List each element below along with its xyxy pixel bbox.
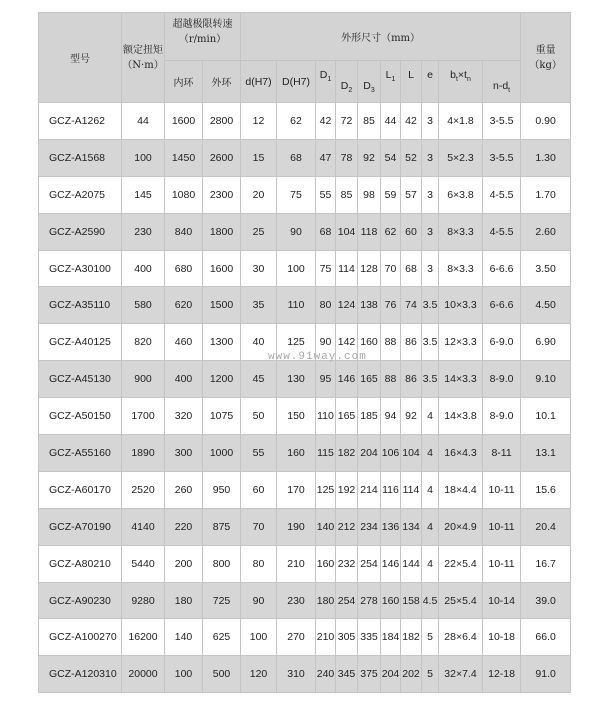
cell-l: 57	[401, 176, 422, 213]
cell-l1: 94	[381, 398, 401, 435]
cell-d2: 305	[336, 619, 358, 656]
header-L: L	[401, 61, 422, 103]
cell-l: 182	[401, 619, 422, 656]
header-D-h7: D(H7)	[277, 61, 316, 103]
cell-d1: 68	[316, 213, 336, 250]
cell-inner: 1450	[165, 139, 203, 176]
cell-l1: 59	[381, 176, 401, 213]
cell-d3: 85	[358, 103, 381, 140]
cell-d1: 55	[316, 176, 336, 213]
cell-d2: 142	[336, 324, 358, 361]
cell-d: 100	[277, 250, 316, 287]
cell-nd: 6-9.0	[483, 324, 521, 361]
cell-nd: 4-5.5	[483, 176, 521, 213]
cell-d: 62	[277, 103, 316, 140]
cell-d1: 240	[316, 656, 336, 693]
cell-d: 75	[277, 176, 316, 213]
cell-e: 3.5	[422, 287, 439, 324]
cell-torque: 20000	[122, 656, 165, 693]
cell-inner: 200	[165, 545, 203, 582]
cell-l: 134	[401, 508, 422, 545]
header-L1-main: L	[385, 69, 392, 81]
cell-model: GCZ-A70190	[39, 508, 122, 545]
cell-nd: 10-18	[483, 619, 521, 656]
cell-d: 60	[241, 471, 277, 508]
cell-d: 68	[277, 139, 316, 176]
cell-e: 5	[422, 656, 439, 693]
cell-d2: 85	[336, 176, 358, 213]
cell-d3: 204	[358, 435, 381, 472]
cell-d2: 182	[336, 435, 358, 472]
cell-d: 80	[241, 545, 277, 582]
table-row	[39, 582, 571, 619]
cell-d1: 140	[316, 508, 336, 545]
cell-d: 150	[277, 398, 316, 435]
cell-nd: 10-11	[483, 545, 521, 582]
cell-model: GCZ-A2590	[39, 213, 122, 250]
cell-d: 270	[277, 619, 316, 656]
cell-bt: 20×4.9	[439, 508, 483, 545]
cell-d2: 114	[336, 250, 358, 287]
cell-outer: 950	[203, 471, 241, 508]
cell-l1: 184	[381, 619, 401, 656]
cell-inner: 260	[165, 471, 203, 508]
cell-d: 25	[241, 213, 277, 250]
header-bt-sub2: n	[466, 76, 471, 84]
cell-d2: 165	[336, 398, 358, 435]
cell-d: 90	[277, 213, 316, 250]
cell-d1: 47	[316, 139, 336, 176]
cell-torque: 100	[122, 139, 165, 176]
cell-model: GCZ-A2075	[39, 176, 122, 213]
header-speed-inner: 内环	[165, 61, 203, 103]
cell-d1: 180	[316, 582, 336, 619]
header-D3	[358, 61, 381, 103]
cell-d: 45	[241, 361, 277, 398]
cell-d: 30	[241, 250, 277, 287]
cell-torque: 145	[122, 176, 165, 213]
cell-outer: 1300	[203, 324, 241, 361]
cell-outer: 875	[203, 508, 241, 545]
header-torque	[122, 13, 165, 103]
cell-outer: 1200	[203, 361, 241, 398]
cell-nd: 8-11	[483, 435, 521, 472]
cell-d3: 138	[358, 287, 381, 324]
cell-d: 125	[277, 324, 316, 361]
cell-l1: 88	[381, 361, 401, 398]
cell-d: 70	[241, 508, 277, 545]
header-D1-sub: 1	[327, 76, 332, 84]
header-weight-line2: （kg）	[529, 59, 562, 71]
cell-weight: 1.70	[521, 176, 571, 213]
cell-torque: 16200	[122, 619, 165, 656]
cell-inner: 140	[165, 619, 203, 656]
cell-inner: 840	[165, 213, 203, 250]
table-row	[39, 435, 571, 472]
header-e: e	[422, 61, 439, 103]
cell-d: 15	[241, 139, 277, 176]
cell-weight: 9.10	[521, 361, 571, 398]
header-model: 型号	[39, 13, 122, 103]
cell-model: GCZ-A30100	[39, 250, 122, 287]
header-L1-sub: 1	[391, 76, 396, 84]
cell-outer: 2800	[203, 103, 241, 140]
cell-model: GCZ-A100270	[39, 619, 122, 656]
cell-e: 4	[422, 471, 439, 508]
header-torque-line1: 额定扭矩	[123, 44, 163, 56]
cell-d2: 192	[336, 471, 358, 508]
cell-outer: 1500	[203, 287, 241, 324]
cell-d2: 78	[336, 139, 358, 176]
cell-d3: 165	[358, 361, 381, 398]
header-D2-sub: 2	[348, 87, 353, 94]
cell-outer: 625	[203, 619, 241, 656]
cell-l: 52	[401, 139, 422, 176]
cell-torque: 900	[122, 361, 165, 398]
header-speed	[165, 13, 241, 61]
cell-d3: 254	[358, 545, 381, 582]
cell-nd: 6-6.6	[483, 250, 521, 287]
cell-bt: 6×3.8	[439, 176, 483, 213]
cell-torque: 1700	[122, 398, 165, 435]
header-D2	[336, 61, 358, 103]
cell-bt: 25×5.4	[439, 582, 483, 619]
cell-d: 130	[277, 361, 316, 398]
cell-model: GCZ-A1568	[39, 139, 122, 176]
cell-outer: 1600	[203, 250, 241, 287]
cell-weight: 3.50	[521, 250, 571, 287]
cell-e: 4	[422, 545, 439, 582]
cell-torque: 820	[122, 324, 165, 361]
cell-d2: 72	[336, 103, 358, 140]
cell-d: 120	[241, 656, 277, 693]
cell-e: 3.5	[422, 361, 439, 398]
cell-nd: 12-18	[483, 656, 521, 693]
cell-inner: 400	[165, 361, 203, 398]
header-dimensions: 外形尺寸（mm）	[241, 13, 521, 61]
table-row	[39, 176, 571, 213]
cell-d: 20	[241, 176, 277, 213]
cell-d1: 125	[316, 471, 336, 508]
cell-torque: 4140	[122, 508, 165, 545]
table-row	[39, 545, 571, 582]
cell-outer: 1800	[203, 213, 241, 250]
cell-d3: 335	[358, 619, 381, 656]
cell-inner: 300	[165, 435, 203, 472]
cell-weight: 4.50	[521, 287, 571, 324]
table-row	[39, 287, 571, 324]
cell-inner: 220	[165, 508, 203, 545]
cell-e: 4	[422, 435, 439, 472]
cell-d: 55	[241, 435, 277, 472]
header-bt-main: b	[450, 69, 456, 81]
cell-nd: 10-11	[483, 471, 521, 508]
cell-weight: 2.60	[521, 213, 571, 250]
cell-l: 114	[401, 471, 422, 508]
cell-inner: 320	[165, 398, 203, 435]
header-D3-sub: 3	[370, 87, 375, 94]
cell-e: 3	[422, 250, 439, 287]
cell-l: 92	[401, 398, 422, 435]
cell-l1: 106	[381, 435, 401, 472]
cell-d2: 232	[336, 545, 358, 582]
cell-l1: 116	[381, 471, 401, 508]
cell-d2: 345	[336, 656, 358, 693]
cell-l: 104	[401, 435, 422, 472]
cell-model: GCZ-A60170	[39, 471, 122, 508]
cell-e: 4.5	[422, 582, 439, 619]
header-D3-main: D	[363, 79, 371, 92]
cell-inner: 1600	[165, 103, 203, 140]
cell-d: 40	[241, 324, 277, 361]
cell-weight: 20.4	[521, 508, 571, 545]
cell-d3: 98	[358, 176, 381, 213]
cell-d: 90	[241, 582, 277, 619]
cell-torque: 5440	[122, 545, 165, 582]
cell-l: 68	[401, 250, 422, 287]
table-row	[39, 471, 571, 508]
table-row	[39, 619, 571, 656]
header-speed-line1: 超越极限转速	[172, 19, 233, 30]
cell-l: 74	[401, 287, 422, 324]
cell-e: 3	[422, 103, 439, 140]
cell-weight: 15.6	[521, 471, 571, 508]
cell-nd: 10-14	[483, 582, 521, 619]
header-nd-main: n-d	[492, 79, 509, 92]
table-row	[39, 508, 571, 545]
cell-torque: 580	[122, 287, 165, 324]
cell-torque: 400	[122, 250, 165, 287]
cell-d: 100	[241, 619, 277, 656]
cell-bt: 32×7.4	[439, 656, 483, 693]
cell-bt: 8×3.3	[439, 250, 483, 287]
cell-d: 230	[277, 582, 316, 619]
cell-d3: 234	[358, 508, 381, 545]
header-D1-main: D	[319, 69, 328, 81]
cell-bt: 14×3.3	[439, 361, 483, 398]
cell-outer: 725	[203, 582, 241, 619]
cell-l1: 88	[381, 324, 401, 361]
cell-torque: 44	[122, 103, 165, 140]
cell-bt: 28×6.4	[439, 619, 483, 656]
cell-d2: 254	[336, 582, 358, 619]
cell-d: 170	[277, 471, 316, 508]
cell-d: 35	[241, 287, 277, 324]
cell-d: 12	[241, 103, 277, 140]
cell-d3: 160	[358, 324, 381, 361]
cell-l1: 146	[381, 545, 401, 582]
header-bt-x: ×t	[457, 69, 467, 81]
cell-e: 3	[422, 213, 439, 250]
table-row	[39, 361, 571, 398]
cell-l1: 44	[381, 103, 401, 140]
table-row	[39, 656, 571, 693]
cell-outer: 800	[203, 545, 241, 582]
cell-bt: 22×5.4	[439, 545, 483, 582]
cell-nd: 3-5.5	[483, 103, 521, 140]
cell-l: 60	[401, 213, 422, 250]
cell-l1: 54	[381, 139, 401, 176]
header-bt-sub1: t	[455, 76, 458, 84]
cell-model: GCZ-A45130	[39, 361, 122, 398]
cell-nd: 6-6.6	[483, 287, 521, 324]
cell-inner: 680	[165, 250, 203, 287]
cell-bt: 18×4.4	[439, 471, 483, 508]
cell-bt: 8×3.3	[439, 213, 483, 250]
header-D1	[316, 61, 336, 103]
cell-weight: 13.1	[521, 435, 571, 472]
cell-nd: 8-9.0	[483, 398, 521, 435]
cell-d: 310	[277, 656, 316, 693]
header-d-h7: d(H7)	[241, 61, 277, 103]
cell-model: GCZ-A90230	[39, 582, 122, 619]
header-nd-sub: t	[508, 87, 511, 94]
cell-outer: 2600	[203, 139, 241, 176]
cell-d: 210	[277, 545, 316, 582]
cell-model: GCZ-A50150	[39, 398, 122, 435]
cell-torque: 2520	[122, 471, 165, 508]
cell-torque: 230	[122, 213, 165, 250]
table-row	[39, 324, 571, 361]
cell-torque: 1890	[122, 435, 165, 472]
cell-e: 3	[422, 176, 439, 213]
cell-e: 3.5	[422, 324, 439, 361]
cell-bt: 14×3.8	[439, 398, 483, 435]
cell-weight: 1.30	[521, 139, 571, 176]
cell-l: 202	[401, 656, 422, 693]
cell-model: GCZ-A55160	[39, 435, 122, 472]
table-body	[39, 103, 571, 693]
cell-weight: 10.1	[521, 398, 571, 435]
cell-d2: 124	[336, 287, 358, 324]
table-row	[39, 213, 571, 250]
cell-d1: 110	[316, 398, 336, 435]
cell-l1: 136	[381, 508, 401, 545]
cell-weight: 16.7	[521, 545, 571, 582]
cell-d2: 146	[336, 361, 358, 398]
cell-model: GCZ-A40125	[39, 324, 122, 361]
cell-bt: 10×3.3	[439, 287, 483, 324]
cell-torque: 9280	[122, 582, 165, 619]
header-weight-line1: 重量	[535, 44, 556, 56]
cell-outer: 2300	[203, 176, 241, 213]
cell-nd: 3-5.5	[483, 139, 521, 176]
watermark: www.91way.com	[268, 351, 367, 363]
cell-outer: 1075	[203, 398, 241, 435]
cell-l1: 204	[381, 656, 401, 693]
cell-d1: 160	[316, 545, 336, 582]
cell-l: 42	[401, 103, 422, 140]
cell-l1: 76	[381, 287, 401, 324]
cell-model: GCZ-A1262	[39, 103, 122, 140]
cell-bt: 4×1.8	[439, 103, 483, 140]
cell-l: 86	[401, 324, 422, 361]
header-weight	[521, 13, 571, 103]
cell-model: GCZ-A120310	[39, 656, 122, 693]
header-torque-line2: （N·m）	[122, 59, 164, 71]
cell-nd: 4-5.5	[483, 213, 521, 250]
cell-weight: 91.0	[521, 656, 571, 693]
header-D2-main: D	[340, 79, 349, 92]
cell-d1: 95	[316, 361, 336, 398]
cell-d: 190	[277, 508, 316, 545]
cell-d1: 90	[316, 324, 336, 361]
cell-d3: 375	[358, 656, 381, 693]
cell-d3: 128	[358, 250, 381, 287]
cell-d1: 210	[316, 619, 336, 656]
cell-l: 86	[401, 361, 422, 398]
cell-weight: 39.0	[521, 582, 571, 619]
cell-inner: 460	[165, 324, 203, 361]
cell-d2: 104	[336, 213, 358, 250]
cell-outer: 1000	[203, 435, 241, 472]
cell-d3: 92	[358, 139, 381, 176]
cell-l1: 160	[381, 582, 401, 619]
cell-outer: 500	[203, 656, 241, 693]
cell-d1: 75	[316, 250, 336, 287]
header-bt	[439, 61, 483, 103]
table-row	[39, 139, 571, 176]
cell-d: 110	[277, 287, 316, 324]
cell-d: 160	[277, 435, 316, 472]
cell-bt: 5×2.3	[439, 139, 483, 176]
table-row	[39, 398, 571, 435]
cell-d1: 42	[316, 103, 336, 140]
cell-d3: 278	[358, 582, 381, 619]
cell-d1: 115	[316, 435, 336, 472]
table-row	[39, 103, 571, 140]
header-nd	[483, 61, 521, 103]
cell-inner: 180	[165, 582, 203, 619]
cell-d2: 212	[336, 508, 358, 545]
cell-inner: 620	[165, 287, 203, 324]
cell-weight: 0.90	[521, 103, 571, 140]
cell-e: 4	[422, 508, 439, 545]
header-speed-line2: （r/min）	[178, 34, 227, 45]
cell-weight: 66.0	[521, 619, 571, 656]
cell-d: 50	[241, 398, 277, 435]
spec-table	[38, 12, 571, 693]
cell-bt: 16×4.3	[439, 435, 483, 472]
cell-nd: 10-11	[483, 508, 521, 545]
cell-d3: 214	[358, 471, 381, 508]
table-row	[39, 250, 571, 287]
header-L1	[381, 61, 401, 103]
cell-e: 4	[422, 398, 439, 435]
cell-model: GCZ-A80210	[39, 545, 122, 582]
cell-nd: 8-9.0	[483, 361, 521, 398]
cell-d3: 185	[358, 398, 381, 435]
cell-l1: 62	[381, 213, 401, 250]
cell-e: 5	[422, 619, 439, 656]
cell-bt: 12×3.3	[439, 324, 483, 361]
cell-model: GCZ-A35110	[39, 287, 122, 324]
cell-l: 158	[401, 582, 422, 619]
cell-l1: 70	[381, 250, 401, 287]
cell-d1: 80	[316, 287, 336, 324]
cell-d3: 118	[358, 213, 381, 250]
cell-inner: 100	[165, 656, 203, 693]
cell-weight: 6.90	[521, 324, 571, 361]
cell-inner: 1080	[165, 176, 203, 213]
header-speed-outer: 外环	[203, 61, 241, 103]
cell-l: 144	[401, 545, 422, 582]
cell-e: 3	[422, 139, 439, 176]
